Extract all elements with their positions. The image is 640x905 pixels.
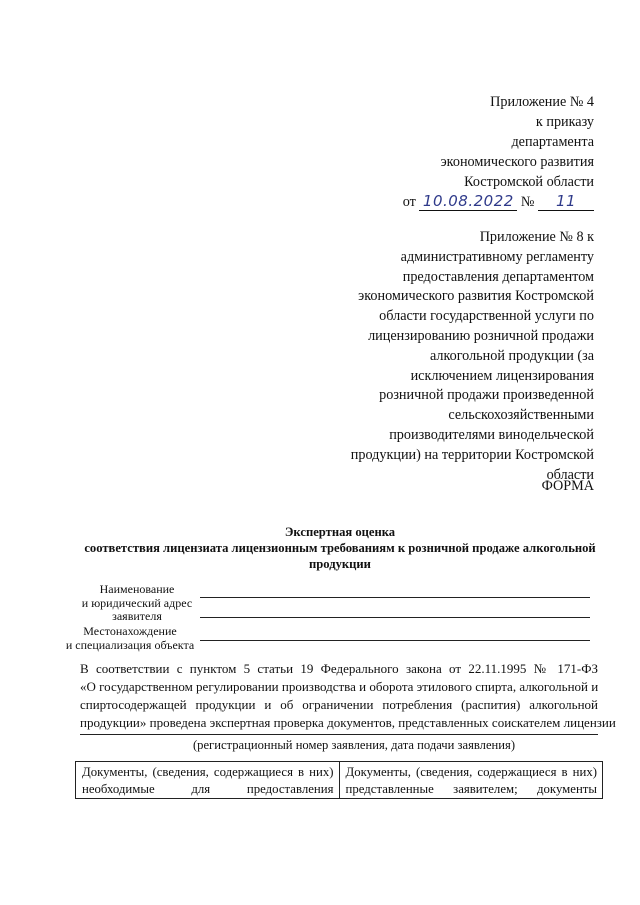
form-label: ФОРМА bbox=[541, 478, 594, 494]
applicant-label-line: Наименование bbox=[99, 582, 175, 596]
annex-regulation-line: административному регламенту bbox=[400, 248, 594, 265]
documents-table bbox=[75, 761, 603, 799]
applicant-label-line: заявителя bbox=[112, 609, 162, 623]
handwritten-number: 11 bbox=[555, 192, 577, 210]
order-number-field bbox=[538, 193, 594, 211]
annex-regulation-line: розничной продажи произведенной bbox=[379, 387, 594, 404]
annex-regulation-line: алкогольной продукции (за bbox=[429, 347, 594, 364]
annex-regulation-line: лицензированию розничной продажи bbox=[368, 327, 594, 344]
applicant-input-line-2[interactable] bbox=[200, 617, 590, 618]
paragraph-line: продукции» проведена экспертная проверка документов, представленных соискателем лицензии bbox=[80, 715, 616, 730]
annex-order-line: Костромской области bbox=[464, 174, 594, 190]
title-line-2: соответствия лицензиата лицензионным требованиям к розничной продаже алкогольной bbox=[84, 541, 596, 555]
annex-regulation-line: продукции) на территории Костромской bbox=[350, 446, 594, 463]
annex-regulation-line: сельскохозяйственными bbox=[448, 407, 594, 424]
paragraph-line: спиртосодержащей продукции и об ограничении потребления (распития) алкогольной bbox=[80, 697, 598, 712]
title-line-1: Экспертная оценка bbox=[284, 525, 396, 539]
table-header-required bbox=[76, 762, 340, 799]
annex-regulation-line: Приложение № 8 к bbox=[479, 229, 594, 245]
annex-regulation-line: области bbox=[546, 466, 594, 483]
legal-basis-paragraph bbox=[80, 660, 616, 732]
annex-regulation-line: области государственной услуги по bbox=[379, 308, 594, 325]
registration-input-line[interactable] bbox=[80, 734, 598, 735]
applicant-input-line-1[interactable] bbox=[200, 597, 590, 598]
regulation-annex-block bbox=[351, 228, 594, 485]
applicant-field-label bbox=[76, 583, 198, 624]
annex-order-line: Приложение № 4 bbox=[490, 94, 594, 110]
table-cell-line: Документы, (сведения, содержащиеся в них) bbox=[82, 765, 334, 779]
annex-regulation-line: предоставления департаментом bbox=[402, 268, 594, 285]
order-annex-block bbox=[403, 92, 594, 212]
annex-order-line: экономического развития bbox=[440, 154, 594, 170]
annex-order-line: к приказу bbox=[535, 114, 594, 130]
from-prefix: от bbox=[402, 194, 416, 210]
registration-caption: (регистрационный номер заявления, дата подачи заявления) bbox=[192, 738, 516, 752]
location-label-line: Местонахождение bbox=[83, 624, 177, 638]
applicant-label-line: и юридический адрес bbox=[81, 595, 193, 610]
annex-order-line: департамента bbox=[511, 134, 594, 150]
location-label-line: и специализация объекта bbox=[65, 637, 195, 652]
table-row bbox=[76, 762, 603, 799]
location-input-line[interactable] bbox=[200, 640, 590, 641]
table-cell-line: представленные заявителем; документы bbox=[345, 782, 597, 796]
paragraph-line: «О государственном регулировании производства и оборота этилового спирта, алкогольной и bbox=[80, 679, 599, 694]
table-header-submitted bbox=[339, 762, 603, 799]
paragraph-line: В соответствии с пунктом 5 статьи 19 Федерального закона от 22.11.1995 № 171-ФЗ bbox=[80, 661, 598, 676]
order-date-number-line bbox=[403, 192, 594, 212]
handwritten-date: 10.08.2022 bbox=[422, 192, 514, 210]
document-title bbox=[60, 524, 620, 572]
annex-regulation-line: экономического развития Костромской bbox=[358, 288, 594, 305]
annex-regulation-line: производителями винодельческой bbox=[389, 426, 594, 443]
title-line-3: продукции bbox=[309, 557, 371, 571]
number-sign: № bbox=[520, 194, 535, 210]
location-field-label bbox=[60, 625, 200, 652]
annex-regulation-line: исключением лицензирования bbox=[410, 367, 594, 384]
table-cell-line: необходимые для предоставления bbox=[82, 782, 334, 796]
order-date-field bbox=[419, 193, 517, 211]
table-cell-line: Документы, (сведения, содержащиеся в них) bbox=[345, 765, 597, 779]
